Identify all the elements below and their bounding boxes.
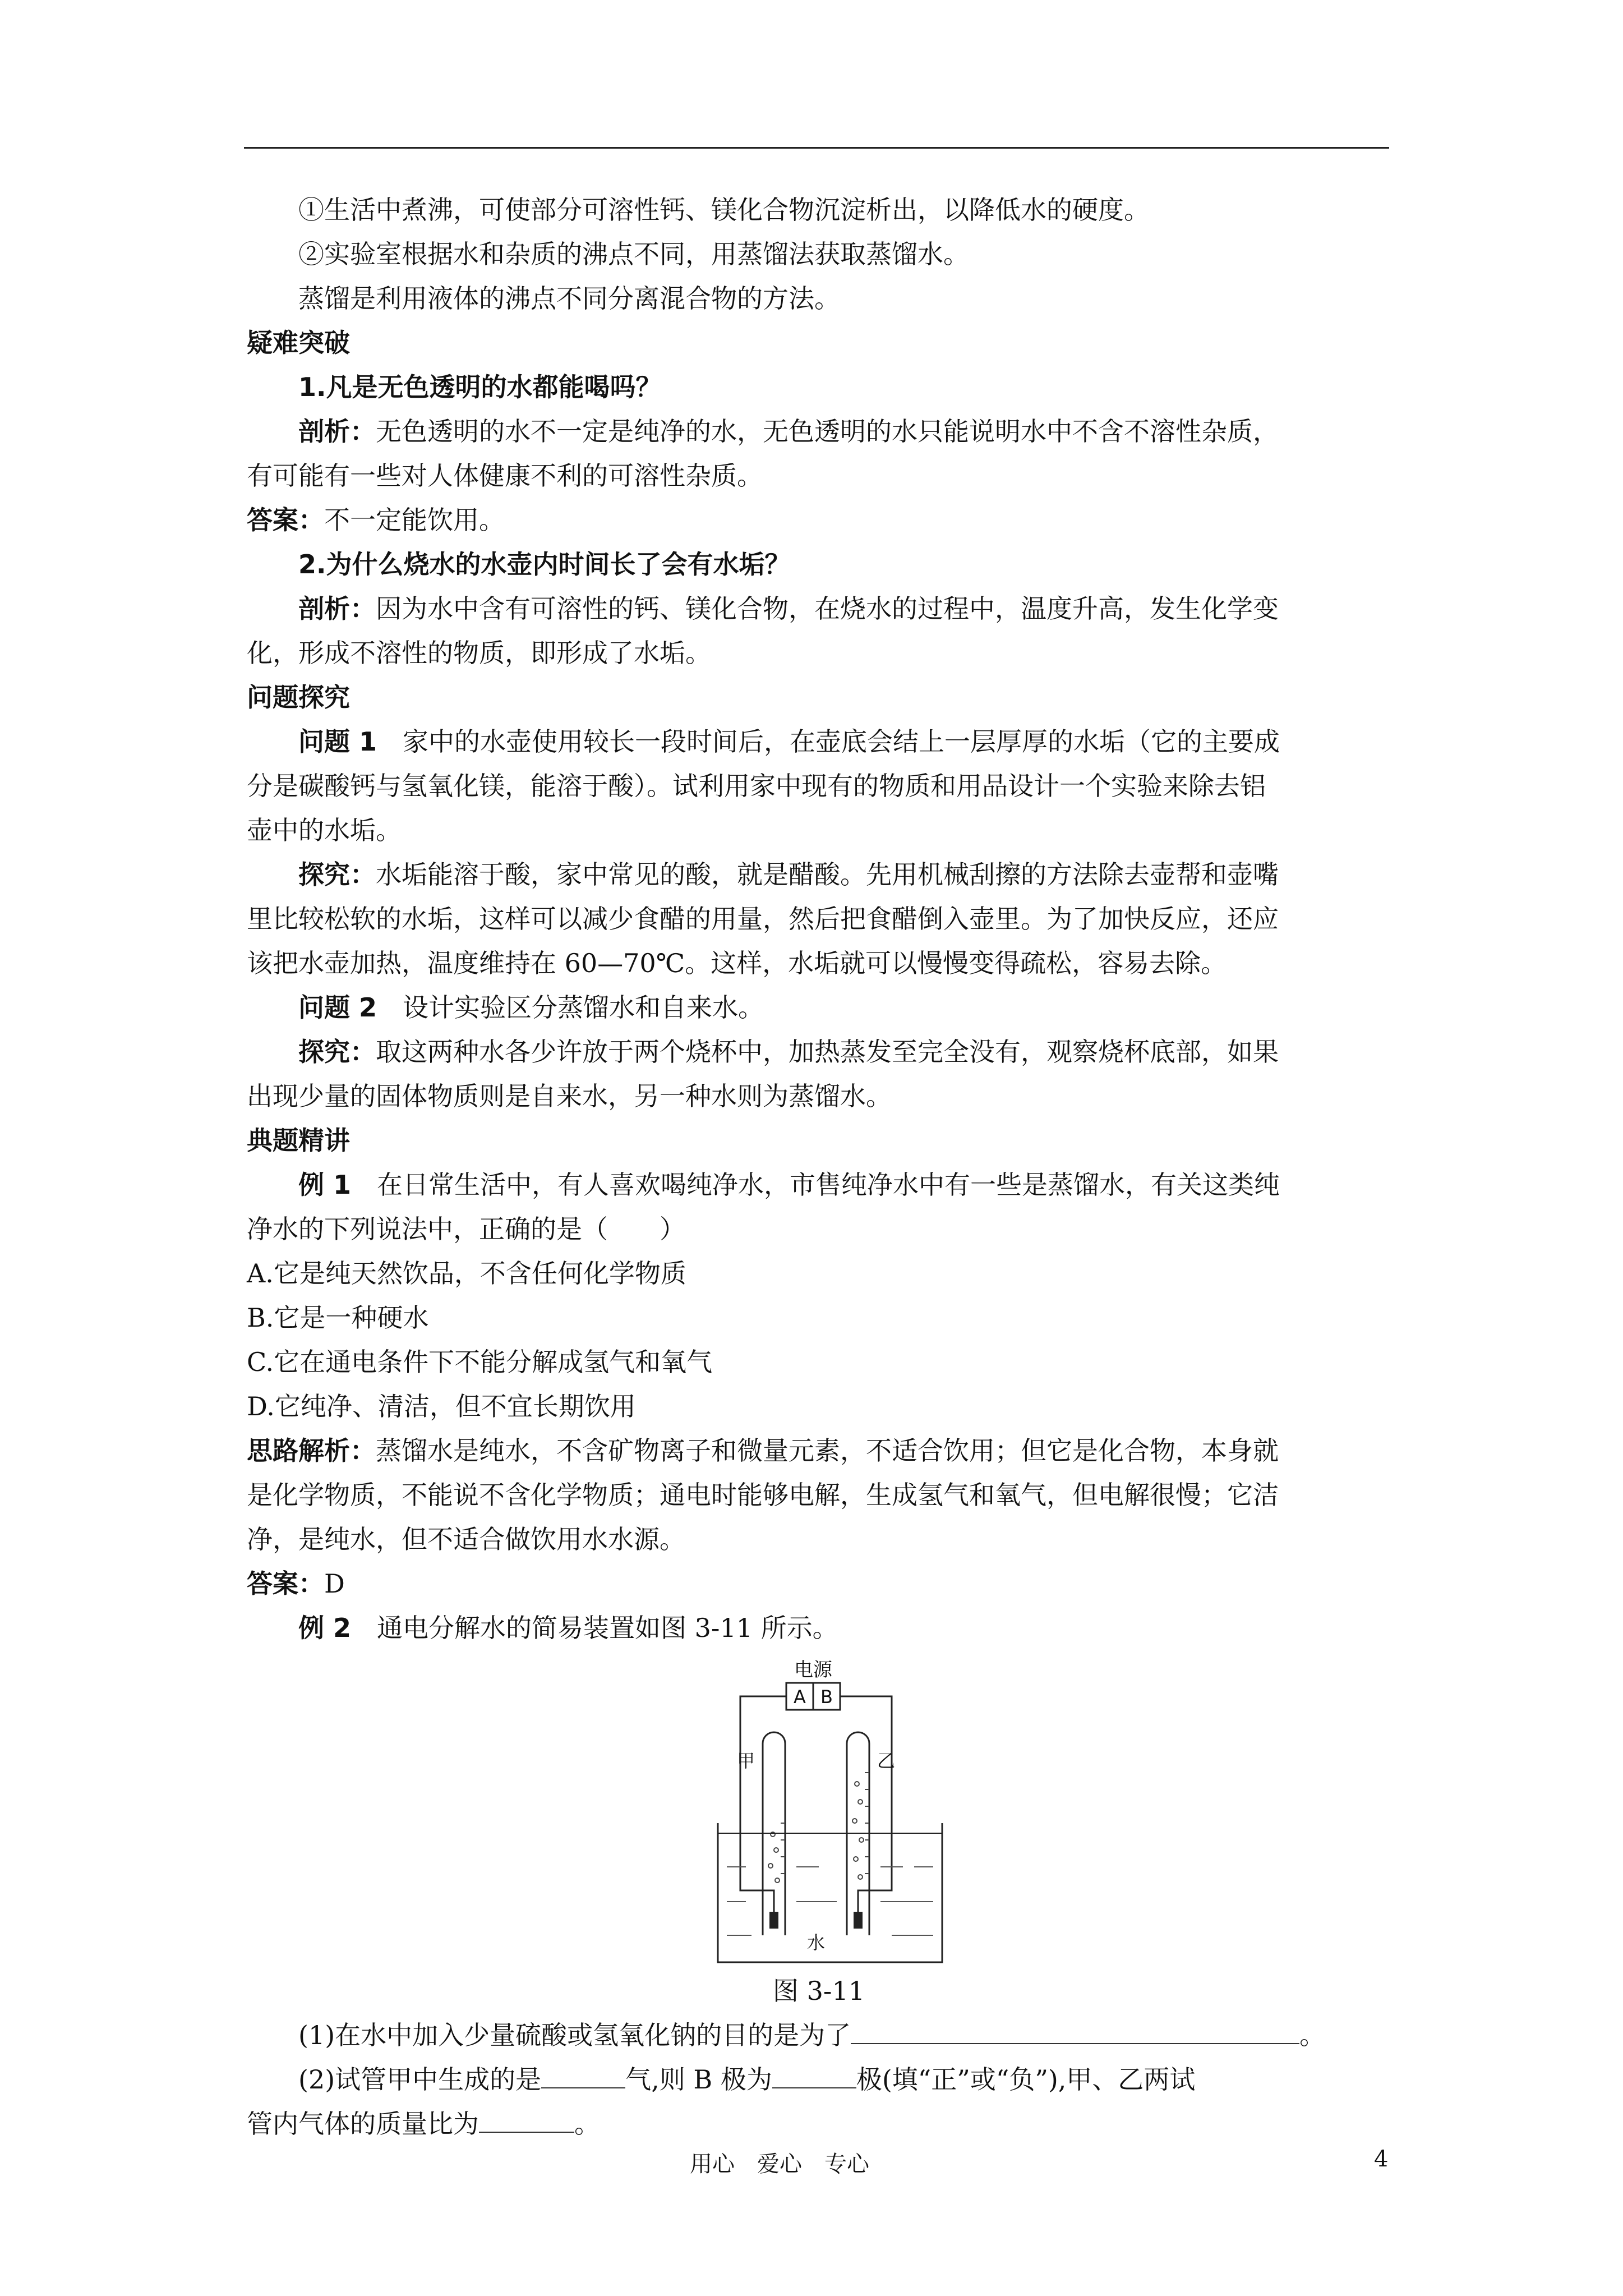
analysis-example-1 xyxy=(247,1429,1391,1473)
header-rule xyxy=(244,147,1389,149)
analysis-text: 无色透明的水不一定是纯净的水，无色透明的水只能说明水中不含不溶性杂质， xyxy=(376,416,1279,447)
problem-label: 问题 2 xyxy=(298,992,377,1023)
option-c: C.它在通电条件下不能分解成氢气和氧气 xyxy=(247,1347,713,1377)
example-text: 通电分解水的简易装置如图 3-11 所示。 xyxy=(351,1613,838,1643)
question-text: 极(填“正”或“负”),甲、乙两试 xyxy=(856,2064,1196,2095)
explore-2 xyxy=(247,1030,1391,1074)
option-d: D.它纯净、清洁，但不宜长期饮用 xyxy=(247,1391,636,1421)
answer-blank[interactable] xyxy=(541,2065,625,2088)
answer-blank[interactable] xyxy=(479,2109,574,2133)
page-body xyxy=(247,188,1391,2146)
text-line: 净，是纯水，但不适合做饮用水水源。 xyxy=(247,1524,685,1554)
question-fill-2-cont xyxy=(247,2102,1391,2146)
section-heading: 问题探究 xyxy=(247,682,350,712)
electrolysis-figure xyxy=(247,1655,1391,1969)
problem-2 xyxy=(247,986,1391,1030)
explore-label: 探究： xyxy=(298,1037,376,1067)
figure-caption: 图 3-11 xyxy=(773,1976,865,2006)
text-line: ②实验室根据水和杂质的沸点不同，用蒸馏法获取蒸馏水。 xyxy=(298,239,969,269)
problem-text: 设计实验区分蒸馏水和自来水。 xyxy=(377,992,764,1023)
wire-right xyxy=(840,1696,892,1912)
question-text: (2)试管甲中生成的是 xyxy=(298,2064,542,2095)
section-heading: 疑难突破 xyxy=(247,328,350,358)
question-1: 1.凡是无色透明的水都能喝吗？ xyxy=(298,372,662,402)
answer-label: 答案： xyxy=(247,1568,324,1599)
question-text: 。 xyxy=(574,2109,600,2139)
electrode-right xyxy=(854,1912,863,1929)
answer-text: D xyxy=(324,1568,345,1599)
water-trough xyxy=(718,1823,942,1962)
footer-motto: 用心 爱心 专心 xyxy=(690,2151,869,2177)
question-text: 气,则 B 极为 xyxy=(625,2064,772,2095)
electrolysis-apparatus-diagram xyxy=(707,1655,953,1969)
text-line: 里比较松软的水垢，这样可以减少食醋的用量，然后把食醋倒入壶里。为了加快反应，还应 xyxy=(247,904,1279,934)
answer-example-1 xyxy=(247,1562,1391,1606)
problem-text: 家中的水壶使用较长一段时间后，在壶底会结上一层厚厚的水垢（它的主要成 xyxy=(377,726,1280,757)
option-a: A.它是纯天然饮品，不含任何化学物质 xyxy=(247,1258,686,1289)
answer-label: 答案： xyxy=(247,505,324,535)
example-1 xyxy=(247,1163,1391,1207)
question-2: 2.为什么烧水的水壶内时间长了会有水垢？ xyxy=(298,549,791,579)
option-b: B.它是一种硬水 xyxy=(247,1303,429,1333)
text-line: 净水的下列说法中，正确的是（ ） xyxy=(247,1214,685,1244)
analysis-text: 蒸馏水是纯水，不含矿物离子和微量元素，不适合饮用；但它是化合物，本身就 xyxy=(376,1435,1279,1466)
text-line: ①生活中煮沸，可使部分可溶性钙、镁化合物沉淀析出，以降低水的硬度。 xyxy=(298,195,1150,225)
example-2 xyxy=(247,1606,1391,1650)
explore-text: 取这两种水各少许放于两个烧杯中，加热蒸发至完全没有，观察烧杯底部，如果 xyxy=(376,1037,1279,1067)
analysis-label: 剖析： xyxy=(298,593,376,624)
electrode-left xyxy=(769,1912,778,1929)
example-label: 例 2 xyxy=(298,1613,352,1643)
analysis-2 xyxy=(247,587,1391,631)
text-line: 壶中的水垢。 xyxy=(247,815,402,845)
page-number: 4 xyxy=(1374,2146,1389,2172)
water-lines xyxy=(727,1867,933,1935)
text-line: 出现少量的固体物质则是自来水，另一种水则为蒸馏水。 xyxy=(247,1081,892,1111)
analysis-1 xyxy=(247,409,1391,454)
explore-1 xyxy=(247,853,1391,897)
section-heading: 典题精讲 xyxy=(247,1125,350,1156)
terminal-b-label: B xyxy=(820,1686,833,1708)
text-line: 是化学物质，不能说不含化学物质；通电时能够电解，生成氢气和氧气，但电解很慢；它洁 xyxy=(247,1480,1279,1510)
analysis-label: 剖析： xyxy=(298,416,376,447)
explore-text: 水垢能溶于酸，家中常见的酸，就是醋酸。先用机械刮擦的方法除去壶帮和壶嘴 xyxy=(376,859,1279,890)
power-source-label: 电源 xyxy=(794,1659,832,1681)
answer-blank[interactable] xyxy=(851,2021,1299,2044)
text-line: 化，形成不溶性的物质，即形成了水垢。 xyxy=(247,638,711,668)
text-line: 有可能有一些对人体健康不利的可溶性杂质。 xyxy=(247,461,763,491)
analysis-text: 因为水中含有可溶性的钙、镁化合物，在烧水的过程中，温度升高，发生化学变 xyxy=(376,593,1279,624)
tube-right-label: 乙 xyxy=(877,1750,896,1772)
tube-left-label: 甲 xyxy=(736,1750,755,1772)
text-line: 分是碳酸钙与氢氧化镁，能溶于酸）。试利用家中现有的物质和用品设计一个实验来除去铝 xyxy=(247,771,1266,801)
answer-1 xyxy=(247,498,1391,542)
analysis-label: 思路解析： xyxy=(247,1435,376,1466)
example-text: 在日常生活中，有人喜欢喝纯净水，市售纯净水中有一些是蒸馏水，有关这类纯 xyxy=(351,1170,1280,1200)
question-fill-2 xyxy=(247,2058,1391,2102)
problem-label: 问题 1 xyxy=(298,726,377,757)
question-text: 。 xyxy=(1299,2020,1326,2050)
question-fill-1 xyxy=(247,2013,1391,2058)
terminal-a-label: A xyxy=(794,1686,806,1708)
water-label: 水 xyxy=(806,1932,826,1953)
example-label: 例 1 xyxy=(298,1170,352,1200)
problem-1 xyxy=(247,720,1391,764)
explore-label: 探究： xyxy=(298,859,376,890)
text-line: 该把水壶加热，温度维持在 60—70℃。这样，水垢就可以慢慢变得疏松，容易去除。 xyxy=(247,948,1227,978)
answer-blank[interactable] xyxy=(772,2065,856,2088)
question-text: 管内气体的质量比为 xyxy=(247,2109,479,2139)
question-text: (1)在水中加入少量硫酸或氢氧化钠的目的是为了 xyxy=(298,2020,851,2050)
answer-text: 不一定能饮用。 xyxy=(324,505,505,535)
text-line: 蒸馏是利用液体的沸点不同分离混合物的方法。 xyxy=(298,283,840,314)
